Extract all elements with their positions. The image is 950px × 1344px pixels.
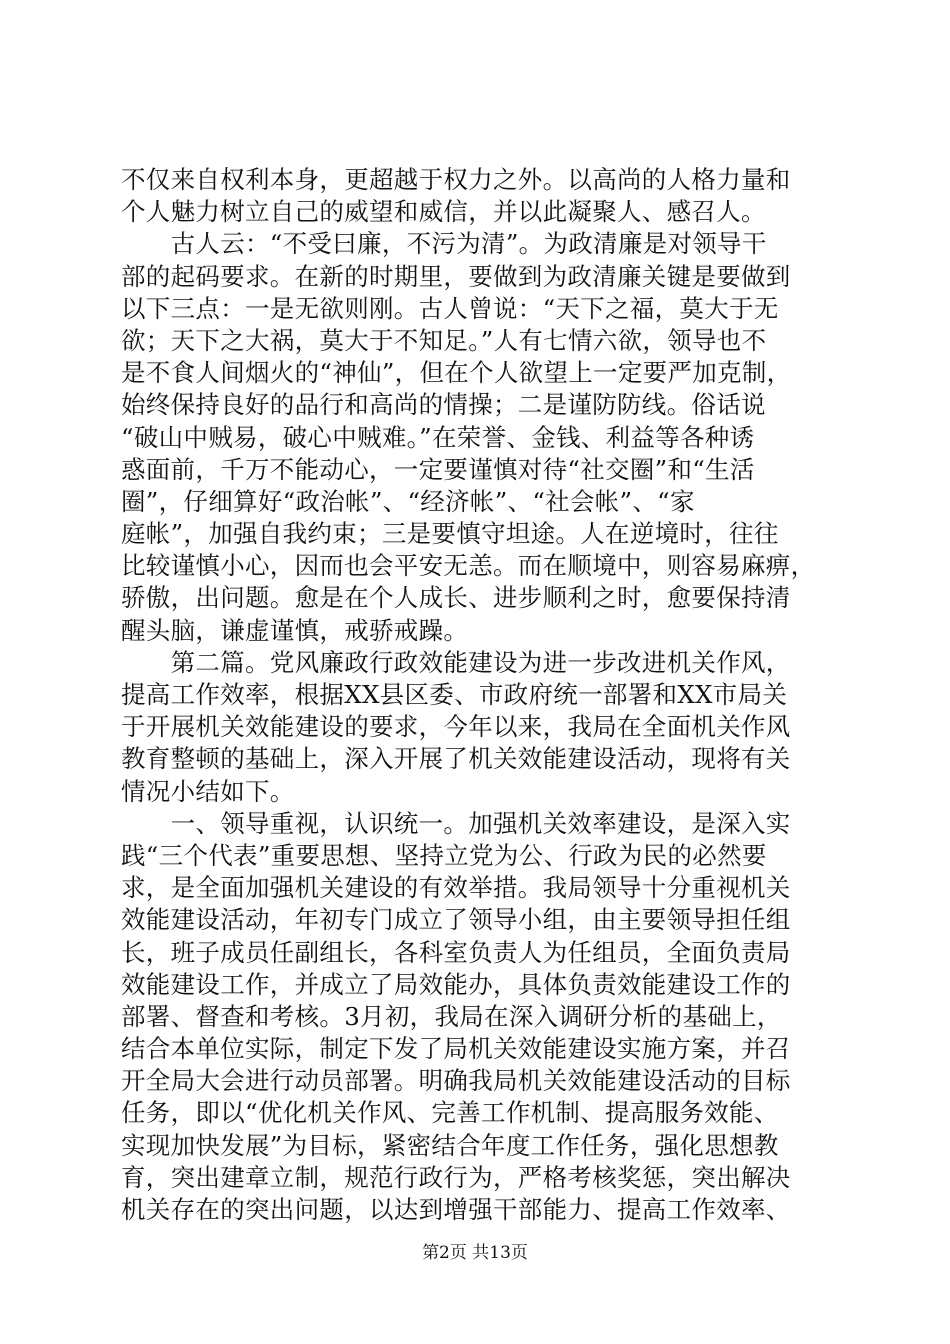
text-line: “破山中贼易，破心中贼难。”在荣誉、金钱、利益等各种诱 xyxy=(121,422,755,452)
text-line: 圈”，仔细算好“政治帐”、“经济帐”、“社会帐”、“家 xyxy=(121,486,695,516)
page-number-footer: 第2页 共13页 xyxy=(422,1243,528,1263)
text-line: 实现加快发展”为目标，紧密结合年度工作任务，强化思想教 xyxy=(121,1130,779,1160)
text-line: 效能建设活动，年初专门成立了领导小组，由主要领导担任组 xyxy=(121,905,791,935)
text-line: 是不食人间烟火的“神仙”，但在个人欲望上一定要严加克制， xyxy=(121,358,792,388)
text-line: 不仅来自权利本身，更超越于权力之外。以高尚的人格力量和 xyxy=(121,165,791,194)
text-line: 长，班子成员任副组长，各科室负责人为任组员，全面负责局 xyxy=(121,937,791,967)
text-line: 惑面前，千万不能动心，一定要谨慎对待“社交圈”和“生活 xyxy=(121,454,755,484)
text-line: 以下三点：一是无欲则刚。古人曾说：“天下之福，莫大于无 xyxy=(121,293,779,323)
text-line: 古人云：“不受曰廉，不污为清”。为政清廉是对领导干 xyxy=(121,229,767,259)
text-line: 欲；天下之大祸，莫大于不知足。”人有七情六欲，领导也不 xyxy=(121,325,767,355)
text-line: 庭帐”，加强自我约束；三是要慎守坦途。人在逆境时，往往 xyxy=(121,519,779,549)
text-line: 育，突出建章立制，规范行政行为，严格考核奖惩，突出解决 xyxy=(121,1162,791,1192)
text-line: 求，是全面加强机关建设的有效举措。我局领导十分重视机关 xyxy=(121,873,791,903)
text-line: 结合本单位实际，制定下发了局机关效能建设实施方案，并召 xyxy=(121,1034,791,1064)
text-line: 效能建设工作，并成立了局效能办，具体负责效能建设工作的 xyxy=(121,969,791,999)
text-line: 提高工作效率，根据XX县区委、市政府统一部署和XX市局关 xyxy=(121,680,788,709)
text-line: 部署、督查和考核。3月初，我局在深入调研分析的基础上， xyxy=(121,1001,782,1031)
text-line: 一、领导重视，认识统一。加强机关效率建设，是深入实 xyxy=(121,808,791,838)
text-line: 个人魅力树立自己的威望和威信，并以此凝聚人、感召人。 xyxy=(121,197,766,227)
text-line: 践“三个代表”重要思想、坚持立党为公、行政为民的必然要 xyxy=(121,840,767,870)
body-text xyxy=(121,164,841,1226)
text-line: 于开展机关效能建设的要求，今年以来，我局在全面机关作风 xyxy=(121,712,791,742)
text-line: 第二篇。党风廉政行政效能建设为进一步改进机关作风， xyxy=(121,647,791,677)
text-line: 醒头脑，谦虚谨慎，戒骄戒躁。 xyxy=(121,615,469,645)
text-line: 始终保持良好的品行和高尚的情操；二是谨防防线。俗话说 xyxy=(121,390,766,420)
text-line: 部的起码要求。在新的时期里，要做到为政清廉关键是要做到 xyxy=(121,261,791,291)
text-line: 骄傲，出问题。愈是在个人成长、进步顺利之时，愈要保持清 xyxy=(121,583,791,613)
text-line: 比较谨慎小心，因而也会平安无恙。而在顺境中，则容易麻痹， xyxy=(121,551,816,581)
text-line: 教育整顿的基础上，深入开展了机关效能建设活动，现将有关 xyxy=(121,744,791,774)
text-line: 情况小结如下。 xyxy=(121,776,295,806)
text-line: 任务，即以“优化机关作风、完善工作机制、提高服务效能、 xyxy=(121,1098,779,1128)
text-line: 开全局大会进行动员部署。明确我局机关效能建设活动的目标 xyxy=(121,1066,791,1096)
text-line: 机关存在的突出问题，以达到增强干部能力、提高工作效率、 xyxy=(121,1195,791,1224)
